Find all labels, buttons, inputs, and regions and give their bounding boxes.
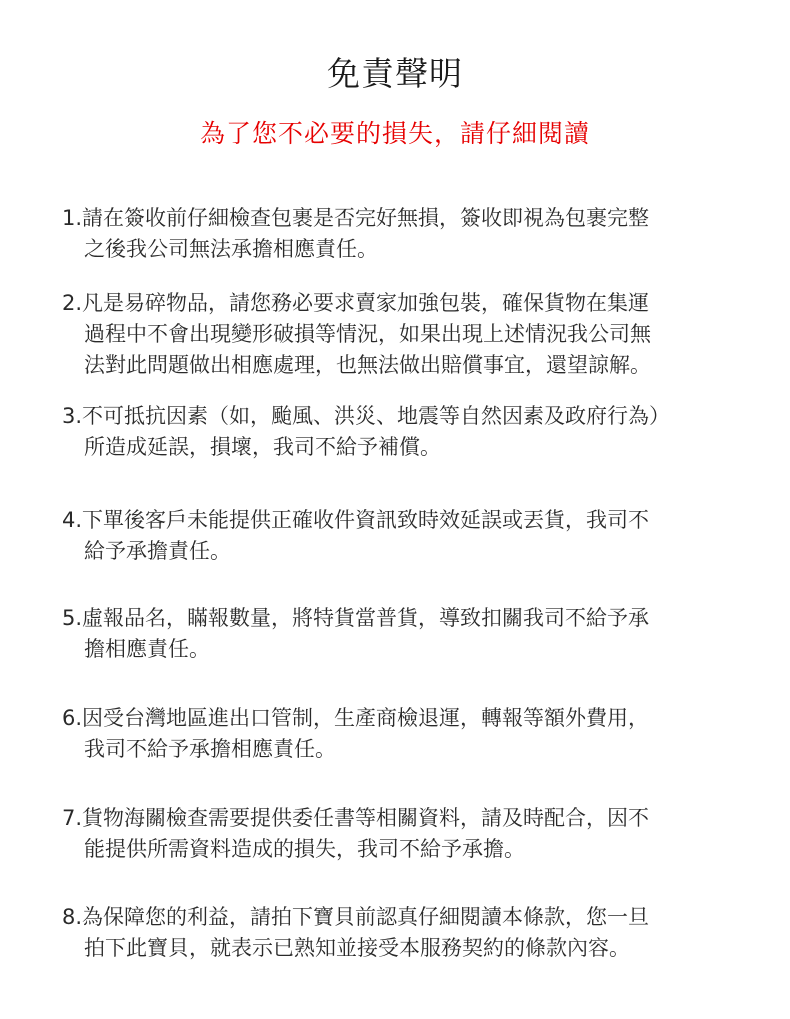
- clause-8-line-1: 8.為保障您的利益，請拍下寶貝前認真仔細閱讀本條款，您一旦: [62, 905, 650, 929]
- clause-2-line-1: 2.凡是易碎物品，請您務必要求賣家加強包裝，確保貨物在集運: [62, 291, 650, 315]
- clause-4: [62, 505, 752, 567]
- clause-3-line-1: 3.不可抵抗因素（如，颱風、洪災、地震等自然因素及政府行為）: [62, 404, 671, 428]
- clause-5: [62, 603, 752, 665]
- clause-6-line-1: 6.因受台灣地區進出口管制，生產商檢退運，轉報等額外費用，: [62, 706, 650, 730]
- page-subtitle: 為了您不必要的損失，請仔細閱讀: [199, 119, 590, 148]
- page-title: 免責聲明: [327, 54, 463, 93]
- clause-7-line-2: 能提供所需資料造成的損失，我司不給予承擔。: [84, 837, 525, 861]
- clause-2-line-2: 過程中不會出現變形破損等情況，如果出現上述情況我公司無: [84, 322, 651, 346]
- clause-2-line-3: 法對此問題做出相應處理，也無法做出賠償事宜，還望諒解。: [84, 353, 651, 377]
- clause-7-line-1: 7.貨物海關檢查需要提供委任書等相關資料，請及時配合，因不: [62, 806, 650, 830]
- clause-3-line-2: 所造成延誤，損壞，我司不給予補償。: [84, 435, 441, 459]
- clause-8-line-2: 拍下此寶貝，就表示已熟知並接受本服務契約的條款內容。: [84, 936, 630, 960]
- clause-1: [62, 203, 752, 265]
- clause-4-line-2: 給予承擔責任。: [84, 539, 231, 563]
- clause-1-line-2: 之後我公司無法承擔相應責任。: [84, 237, 378, 261]
- clause-5-line-2: 擔相應責任。: [84, 637, 210, 661]
- clause-7: [62, 803, 752, 865]
- clause-1-line-1: 1.請在簽收前仔細檢查包裹是否完好無損，簽收即視為包裹完整: [62, 206, 650, 230]
- clause-3: [62, 401, 752, 463]
- clause-4-line-1: 4.下單後客戶未能提供正確收件資訊致時效延誤或丟貨，我司不: [62, 508, 650, 532]
- clause-5-line-1: 5.虛報品名，瞞報數量，將特貨當普貨，導致扣關我司不給予承: [62, 606, 650, 630]
- clause-6-line-2: 我司不給予承擔相應責任。: [84, 737, 336, 761]
- clause-6: [62, 703, 752, 765]
- clause-2: [62, 288, 752, 381]
- clause-8: [62, 902, 752, 964]
